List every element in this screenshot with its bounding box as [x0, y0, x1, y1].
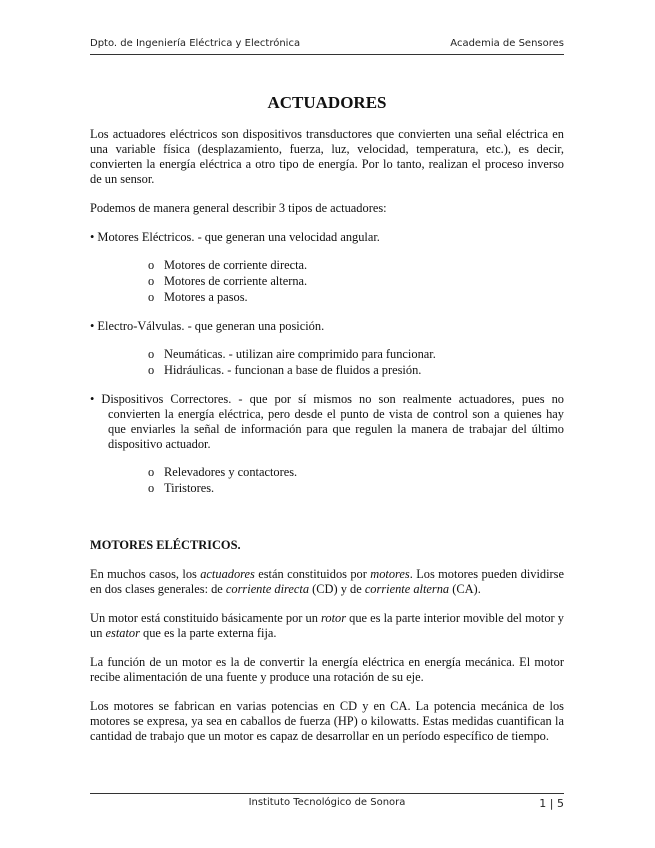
type-electro-valves: • Electro-Válvulas. - que generan una posición. [90, 319, 325, 333]
page-footer [90, 797, 564, 811]
type-electric-motors: • Motores Eléctricos. - que generan una velocidad angular. [90, 230, 380, 244]
list-item: o Motores de corriente alterna. [148, 273, 564, 289]
intro-paragraph: Los actuadores eléctricos son dispositivos transductores que convierten una señal eléctrica en una variable física (desplazamiento, fuerza, luz, velocidad, temperatura, etc.), es decir, convierten la energía eléctrica a otro tipo de energía. Por lo tanto, realizan el proceso inverso de un sensor. [90, 127, 564, 186]
motors-paragraph-3: La función de un motor es la de convertir la energía eléctrica en energía mecánica. El motor recibe alimentación de una fuente y produce una rotación de su eje. [90, 655, 564, 684]
electric-motors-list [90, 257, 564, 305]
list-item: o Hidráulicas. - funcionan a base de fluidos a presión. [148, 362, 564, 378]
electro-valves-list [90, 346, 564, 378]
types-intro: Podemos de manera general describir 3 tipos de actuadores: [90, 201, 387, 215]
page-header [90, 38, 564, 49]
header-academy: Academia de Sensores [450, 38, 564, 49]
page-number: 1 | 5 [539, 797, 564, 810]
motors-paragraph-2: Un motor está constituido básicamente por un rotor que es la parte interior movible del motor y un estator que es la parte externa fija. [90, 611, 564, 640]
list-item: o Tiristores. [148, 480, 564, 496]
header-department: Dpto. de Ingeniería Eléctrica y Electrónica [90, 38, 301, 49]
motors-paragraph-4: Los motores se fabrican en varias potencias en CD y en CA. La potencia mecánica de los motores se expresa, ya sea en caballos de fuerza (HP) o kilowatts. Estas medidas cuantifican la cantidad de trabajo que un motor es capaz de desarrollar en un período específico de tiempo. [90, 699, 564, 743]
document-title: ACTUADORES [267, 93, 387, 112]
list-item: o Relevadores y contactores. [148, 464, 564, 480]
type-correcting-devices: • Dispositivos Correctores. - que por sí mismos no son realmente actuadores, pues no convierten la energía eléctrica, pero desde el punto de vista de control son a quienes hay que enviarles la señal de información para que regulen la manera de trabajar del último dispositivo actuador. [90, 392, 564, 451]
header-divider [90, 54, 564, 55]
footer-institution: Instituto Tecnológico de Sonora [248, 797, 406, 808]
correcting-devices-list [90, 464, 564, 496]
list-item: o Neumáticas. - utilizan aire comprimido para funcionar. [148, 346, 564, 362]
section-title: MOTORES ELÉCTRICOS. [90, 538, 241, 552]
document-body [90, 93, 564, 758]
list-item: o Motores de corriente directa. [148, 257, 564, 273]
footer-divider [90, 793, 564, 794]
list-item: o Motores a pasos. [148, 289, 564, 305]
motors-paragraph-1: En muchos casos, los actuadores están constituidos por motores. Los motores pueden dividirse en dos clases generales: de corriente directa (CD) y de corriente alterna (CA). [90, 567, 564, 596]
